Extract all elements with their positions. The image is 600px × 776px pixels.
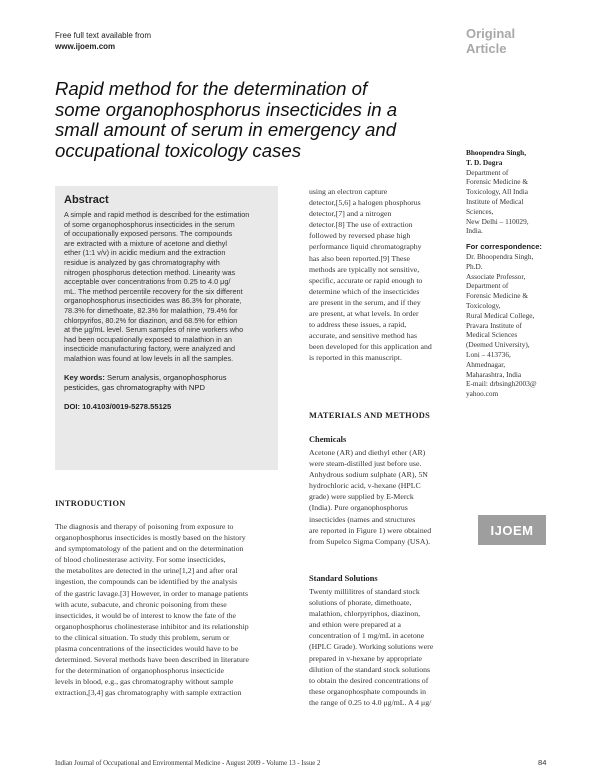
abstract-line: are extracted with a mixture of acetone and diethyl (64, 238, 228, 248)
intro-line: determined. Several methods have been described in literature (55, 655, 249, 665)
affiliation-line: Toxicology, All India (466, 187, 529, 197)
column2-line: using an electron capture (309, 187, 388, 196)
intro-line: extraction,[3,4] gas chromatography with sample extraction (55, 688, 242, 698)
abstract-line: at the μg/mL level. Serum samples of nine workers who (64, 325, 244, 335)
abstract-line: acceptable over concentrations from 0.25 to 4.0 μg/ (64, 277, 231, 287)
standard-solutions-line: the range of 0.25 to 4.0 μg/mL. A 4 μg/ (309, 697, 432, 707)
abstract-line: insecticide manufacturing factory, were analyzed and (64, 344, 236, 354)
title-line: small amount of serum in emergency and (55, 119, 397, 140)
correspondence-line: Associate Professor, (466, 271, 526, 281)
page-number: 84 (538, 758, 547, 767)
column2-line: is reported in this manuscript. (309, 353, 402, 363)
affiliation-line: Institute of Medical (466, 196, 524, 206)
keywords-label: Key words: (64, 372, 105, 382)
methods-heading: MATERIALS AND METHODS (309, 411, 431, 420)
title-line: some organophosphorus insecticides in a (55, 98, 398, 120)
correspondence-line: E-mail: drbsingh2003@ (466, 379, 537, 389)
article-title (55, 79, 455, 161)
standard-solutions-text (309, 586, 458, 708)
page-footer: Indian Journal of Occupational and Environmental Medicine - August 2009 - Volume 13 - Issue 2 (55, 760, 321, 767)
standard-solutions-line: dilution of the standard stock solutions (309, 664, 431, 674)
abstract-line: A simple and rapid method is described for the estimation (64, 210, 250, 219)
chemicals-line: Acetone (AR) and diethyl ether (AR) (309, 448, 426, 457)
standard-solutions-line: and ethion were prepared at a (309, 620, 401, 630)
abstract-line: malathion was found at low levels in all the samples. (64, 353, 234, 363)
intro-line: the metabolites are detected in the urine[1,2] and after oral (55, 566, 238, 576)
column2-line: determine which of the insecticides (309, 286, 420, 296)
correspondence-line: Rural Medical College, (466, 310, 535, 320)
journal-header (55, 30, 151, 52)
column2-line: detector,[7] and a nitrogen (309, 209, 392, 219)
chemicals-heading: Chemicals (309, 435, 347, 444)
intro-line: plasma concentrations of the insecticides would have to be (55, 644, 239, 654)
column2-line: detector,[5,6] a halogen phosphorus (309, 198, 421, 208)
author-sidebar (466, 148, 586, 399)
abstract-line: of some organophosphorus insecticides in the serum (64, 219, 235, 229)
title-line: occupational toxicology cases (55, 139, 301, 161)
correspondence-line: Loni – 413736, (466, 349, 511, 359)
author-line2: T. D. Dogra (466, 157, 503, 167)
keywords-line1: Serum analysis, organophosphorus (104, 372, 227, 382)
correspondence-line: Ahmednagar, (466, 359, 506, 369)
abstract-box (55, 186, 278, 470)
abstract-line: of occupationally exposed persons. The compounds (64, 229, 233, 239)
column2-line: are present in the serum, and if they (309, 297, 421, 307)
chemicals-text (309, 447, 458, 547)
correspondence-details (466, 252, 586, 399)
intro-line: organophosphorus insecticides is mostly based on the history (55, 533, 246, 543)
standard-solutions-line: concentration of 1 mg/mL in acetone (309, 631, 425, 641)
column2-line: performance liquid chromatography (309, 242, 422, 252)
title-line: Rapid method for the determination of (55, 78, 368, 99)
column2-line: specific, accurate or rapid enough to (309, 275, 423, 285)
column2-line: has also been reported.[9] These (309, 253, 410, 263)
column2-line: been developed for this application and (309, 342, 432, 352)
chemicals-line: hydrochloric acid, v-hexane (HPLC (309, 481, 421, 491)
intro-line: insecticides, it would be of interest to know the fate of the (55, 610, 237, 620)
chemicals-line: insecticides (names and structures (309, 514, 416, 524)
abstract-line: chlorpyrifos, 80.2% for diazinon, and 68.5% for ethion (64, 315, 238, 325)
affiliation-line: New Delhi – 110029, (466, 216, 529, 226)
header-line1: Free full text available from (55, 31, 152, 40)
article-type-badge (466, 26, 515, 56)
affiliation-line: Sciences, (466, 206, 494, 216)
correspondence-line: Dr. Bhoopendra Singh, (466, 251, 534, 261)
article-type-line1: Original (466, 26, 516, 41)
standard-solutions-line: Twenty millilitres of standard stock (309, 587, 420, 596)
standard-solutions-line: malathion, chlorpyriphos, diazinon, (309, 609, 421, 619)
abstract-text (64, 210, 269, 364)
column2-line: detector.[8] The use of extraction (309, 220, 413, 230)
correspondence-line: (Deemed University), (466, 340, 530, 350)
affiliation-line: India. (466, 226, 483, 236)
intro-line: of blood cholinesterase activity. For some insecticides, (55, 555, 226, 565)
correspondence-line: Medical Sciences (466, 330, 518, 340)
intro-line: The diagnosis and therapy of poisoning from exposure to (55, 522, 234, 531)
standard-solutions-line: these organophosphate compounds in (309, 686, 427, 696)
column2-line: accurate, and sensitive method has (309, 331, 418, 341)
correspondence-heading: For correspondence: (466, 242, 542, 252)
keywords-line2: pesticides, gas chromatography with NPD (64, 382, 205, 392)
intro-line: levels in blood, e.g., gas chromatography without sample (55, 677, 234, 687)
chemicals-line: from Supelco Sigma Company (USA). (309, 536, 431, 546)
introduction-text (55, 521, 278, 699)
column2-text (309, 186, 458, 364)
doi[interactable]: DOI: 10.4103/0019-5278.55125 (64, 401, 172, 411)
affiliation-line: Department of (466, 167, 509, 177)
column2-line: followed by reversed phase high (309, 231, 411, 241)
abstract-line: residue is analyzed by gas chromatography with (64, 257, 220, 267)
correspondence-line: Ph.D. (466, 261, 483, 271)
abstract-line: had been occupationally exposed to malathion in an (64, 334, 232, 344)
keywords (64, 373, 269, 393)
header-url[interactable]: www.ijoem.com (55, 42, 116, 51)
abstract-line: organophosphorus insecticides was 86.3% for phorate, (64, 296, 242, 306)
standard-solutions-line: to obtain the desired concentrations of (309, 675, 429, 685)
correspondence-line: Toxicology, (466, 300, 501, 310)
chemicals-line: were steam-distilled just before use. (309, 459, 422, 469)
standard-solutions-line: solutions of phorate, dimethoate, (309, 598, 412, 608)
intro-line: and symptomatology of the patient and on the determination (55, 544, 244, 554)
author-line1: Bhoopendra Singh, (466, 148, 527, 157)
affiliation (466, 168, 586, 237)
abstract-line: nitrogen phosphorus detection method. Linearity was (64, 267, 236, 277)
column2-line: are present, at what levels. In order (309, 309, 419, 319)
journal-logo: IJOEM (478, 515, 546, 545)
correspondence-line: Pravara Institute of (466, 320, 522, 330)
chemicals-line: Anhydrous sodium sulphate (AR), 5N (309, 470, 428, 480)
intro-line: of the gastric lavage.[3] However, in order to manage patients (55, 588, 249, 598)
affiliation-line: Forensic Medicine & (466, 177, 529, 187)
standard-solutions-line: (HPLC Grade). Working solutions were (309, 642, 434, 652)
abstract-line: mL. The method percentile recovery for the six different (64, 286, 243, 296)
column2-line: to address these issues, a rapid, (309, 320, 407, 330)
intro-line: ingestion, the compounds can be identified by the analysis (55, 577, 238, 587)
correspondence-line: yahoo.com (466, 389, 499, 399)
article-type-line2: Article (466, 41, 507, 56)
intro-line: to the clinical situation. To study this problem, serum or (55, 632, 230, 642)
chemicals-line: grade) were supplied by E-Merck (309, 492, 414, 502)
intro-line: for the determination of organophosphorus insecticide (55, 666, 224, 676)
introduction-heading: INTRODUCTION (55, 499, 126, 508)
chemicals-line: (India). Pure organophosphorus (309, 503, 408, 513)
correspondence-line: Forensic Medicine & (466, 291, 529, 301)
intro-line: organophosphorus cholinesterase inhibitor and its relationship (55, 621, 249, 631)
intro-line: with acute, subacute, and chronic poisoning from these (55, 599, 227, 609)
column2-line: methods are typically not sensitive, (309, 264, 420, 274)
abstract-line: ether (1:1 v/v) in acidic medium and the extraction (64, 248, 226, 258)
correspondence-line: Department of (466, 281, 509, 291)
standard-solutions-heading: Standard Solutions (309, 574, 378, 583)
correspondence-line: Maharashtra, India (466, 369, 522, 379)
standard-solutions-line: prepared in v-hexane by appropriate (309, 653, 423, 663)
chemicals-line: are reported in Figure 1) were obtained (309, 525, 432, 535)
abstract-line: 78.3% for dimethoate, 82.3% for malathion, 79.4% for (64, 305, 238, 315)
abstract-heading: Abstract (64, 194, 109, 206)
